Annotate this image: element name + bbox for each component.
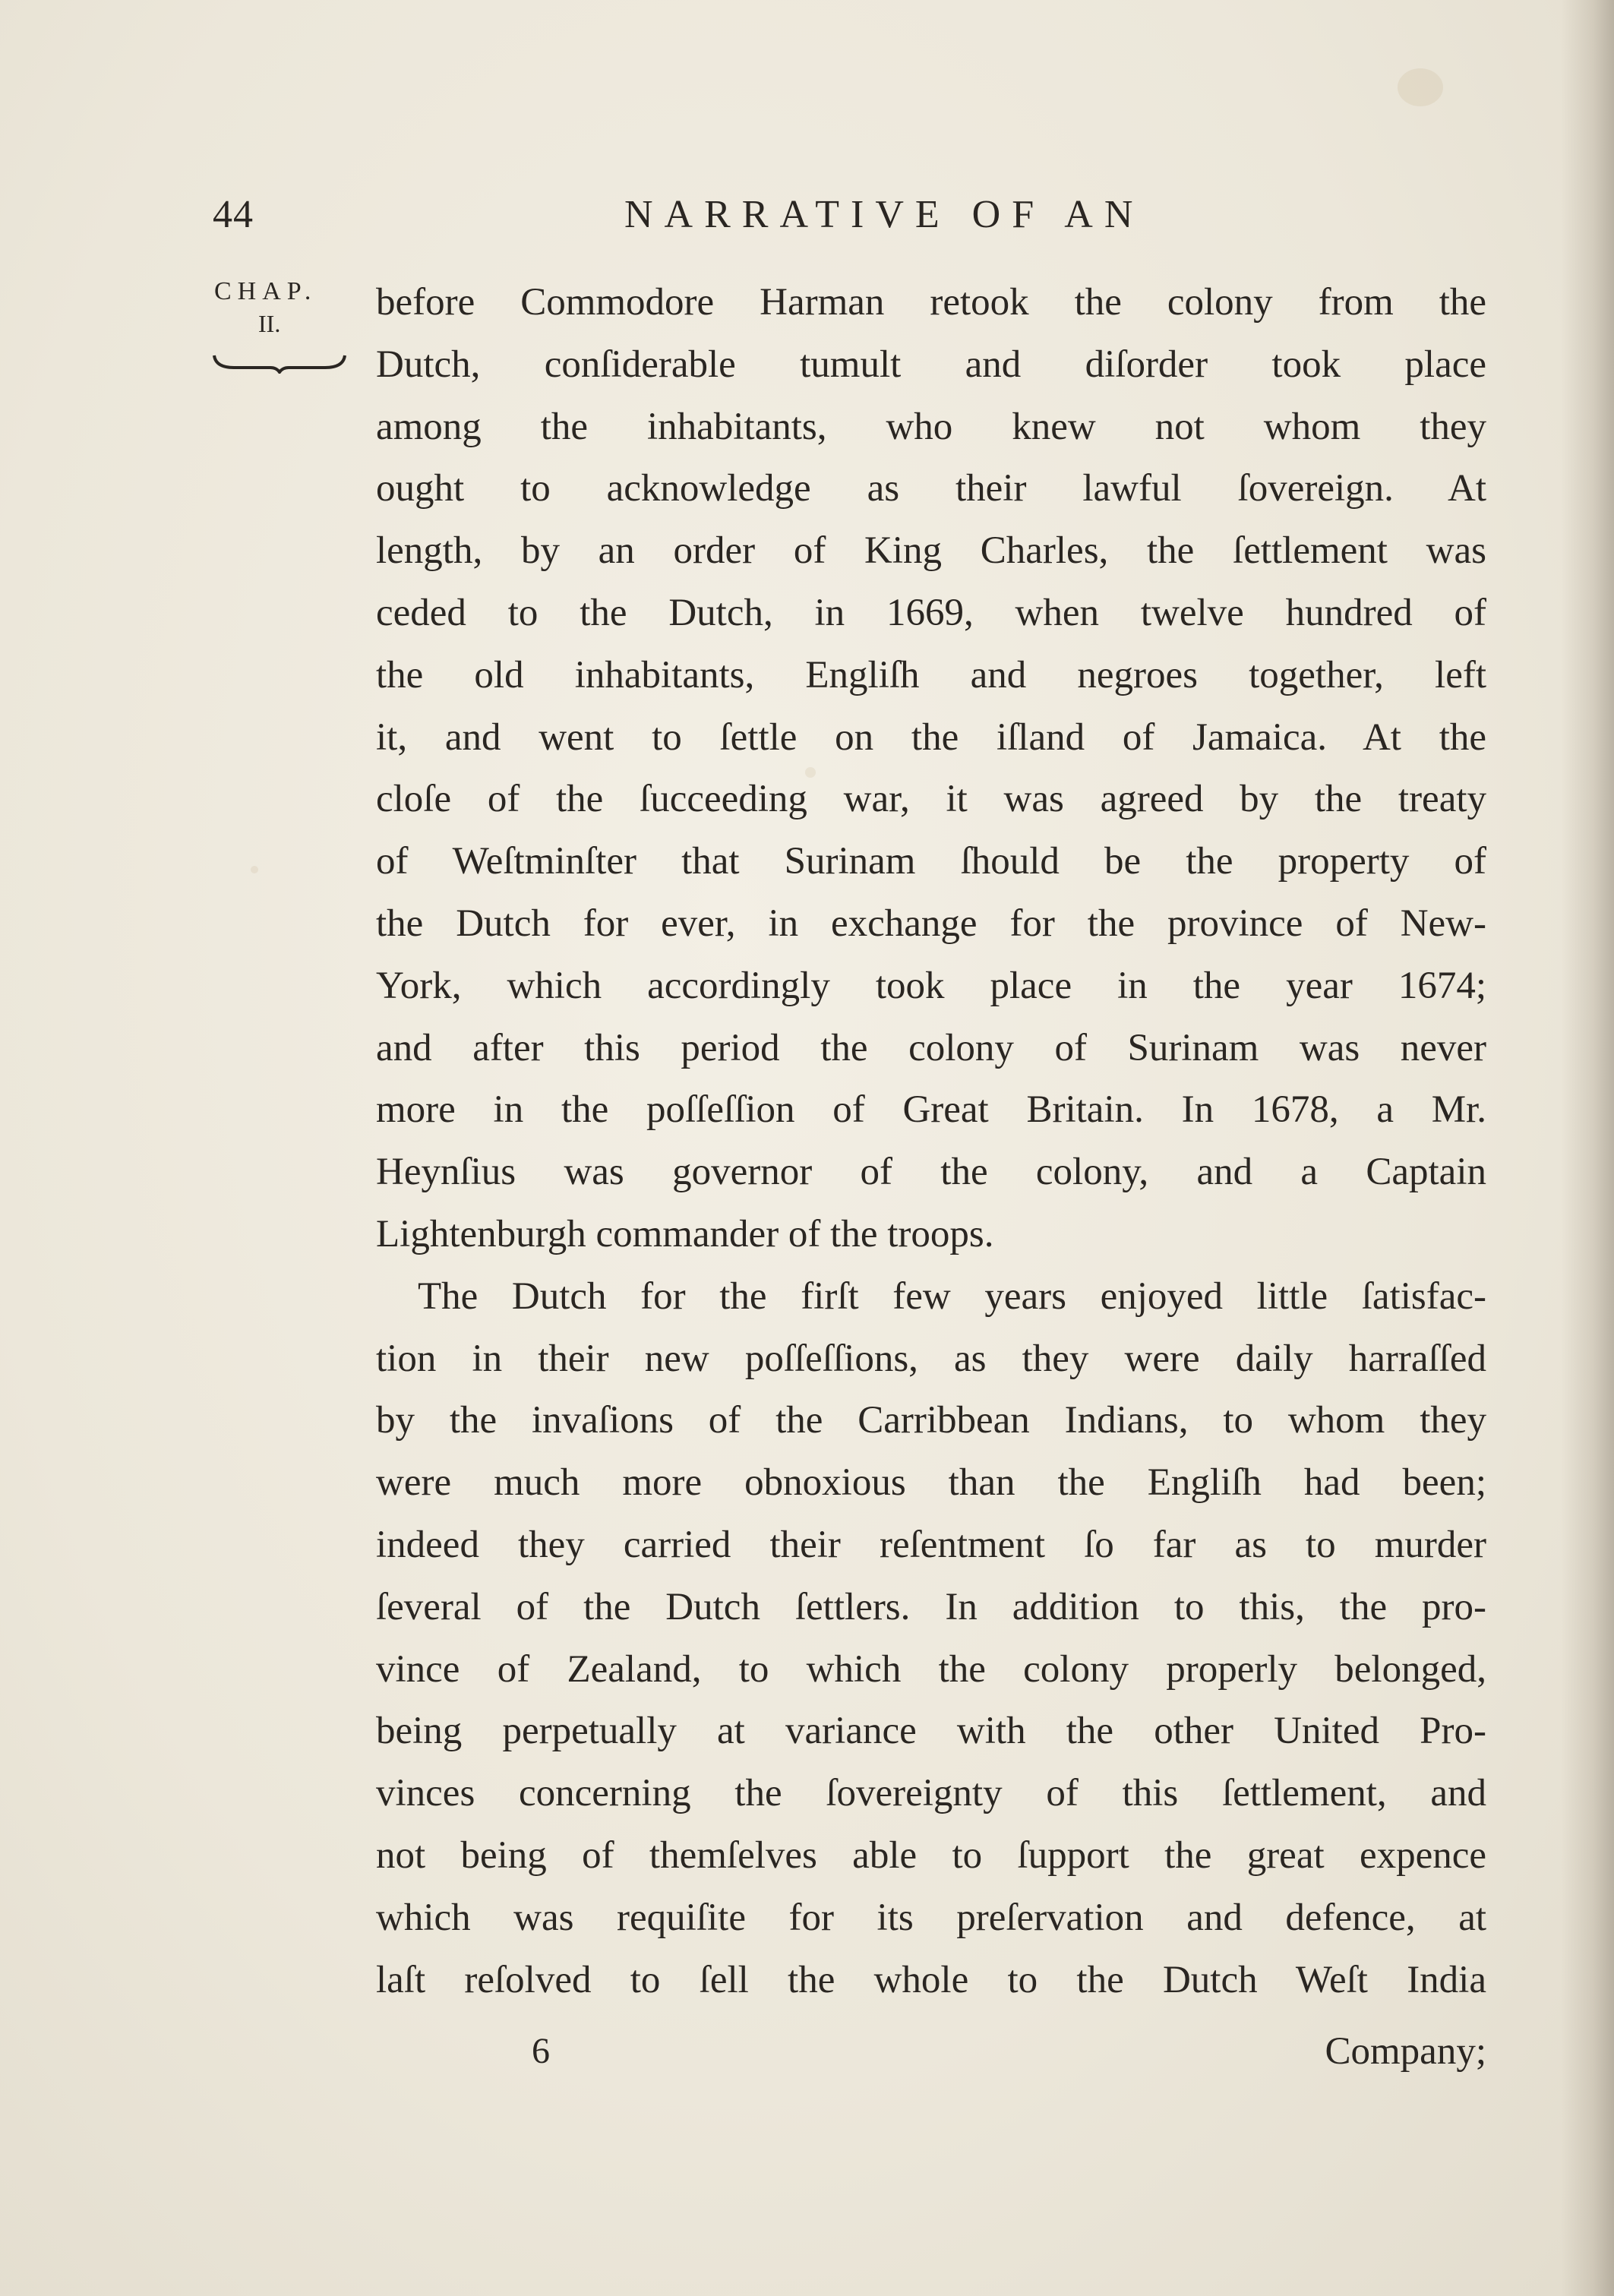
text-line: length, by an order of King Charles, the ſettlement was (376, 529, 1486, 573)
text-line: vince of Zealand, to which the colony properly belonged, (376, 1647, 1486, 1691)
chapter-brace-icon (211, 351, 348, 374)
text-line: the Dutch for ever, in exchange for the province of New- (376, 902, 1486, 945)
text-line: Lightenburgh commander of the troops. (376, 1212, 994, 1255)
text-line: more in the poſſeſſion of Great Britain. In 1678, a Mr. (376, 1088, 1486, 1132)
running-head (213, 188, 1489, 242)
text-line: and after this period the colony of Surinam was never (376, 1026, 1486, 1069)
chapter-margin-note (214, 275, 351, 339)
text-line: by the invaſions of the Carribbean Indians, to whom they (376, 1399, 1486, 1442)
running-title: NARRATIVE OF AN (624, 193, 1145, 236)
text-line: before Commodore Harman retook the colony from the (376, 281, 1486, 324)
text-line: vinces concerning the ſovereignty of this ſettlement, and (376, 1772, 1486, 1815)
text-line: of Weſtminſter that Surinam ſhould be the property of (376, 840, 1486, 883)
chapter-number: II. (258, 310, 281, 337)
text-line: indeed they carried their reſentment ſo far as to murder (376, 1523, 1486, 1566)
text-line: among the inhabitants, who knew not whom they (376, 405, 1486, 448)
text-line: it, and went to ſettle on the iſland of Jamaica. At the (376, 715, 1486, 759)
text-line: ought to acknowledge as their lawful ſovereign. At (376, 467, 1486, 510)
text-line: not being of themſelves able to ſupport the great expence (376, 1833, 1486, 1877)
text-line: Heynſius was governor of the colony, and a Captain (376, 1151, 1486, 1194)
text-line: tion in their new poſſeſſions, as they were daily harraſſed (376, 1337, 1486, 1380)
text-line: the old inhabitants, Engliſh and negroes together, left (376, 653, 1486, 696)
page-gutter-shadow (1561, 0, 1614, 2296)
text-line: laſt reſolved to ſell the whole to the Dutch Weſt India (376, 1958, 1486, 2001)
page-footer (376, 2024, 1486, 2079)
catchword: Company; (1325, 2030, 1486, 2073)
text-line: being perpetually at variance with the other United Pro- (376, 1710, 1486, 1753)
text-line: ſeveral of the Dutch ſettlers. In addition to this, the pro- (376, 1585, 1486, 1628)
text-line: were much more obnoxious than the Engliſh had been; (376, 1461, 1486, 1505)
text-line: York, which accordingly took place in the year 1674; (376, 964, 1486, 1007)
text-line: The Dutch for the firſt few years enjoyed little ſatisfac- (418, 1274, 1486, 1318)
chapter-label: CHAP. (214, 277, 317, 305)
text-line: Dutch, conſiderable tumult and diſorder took place (376, 343, 1486, 386)
paper-stain (1398, 68, 1443, 106)
text-line: ceded to the Dutch, in 1669, when twelve hundred of (376, 591, 1486, 634)
text-line: cloſe of the ſucceeding war, it was agreed by the treaty (376, 778, 1486, 821)
text-line: which was requiſite for its preſervation and defence, at (376, 1896, 1486, 1939)
signature-mark: 6 (532, 2031, 550, 2071)
paper-stain (251, 866, 258, 873)
page-number: 44 (213, 193, 254, 236)
body-text (376, 272, 1486, 2011)
